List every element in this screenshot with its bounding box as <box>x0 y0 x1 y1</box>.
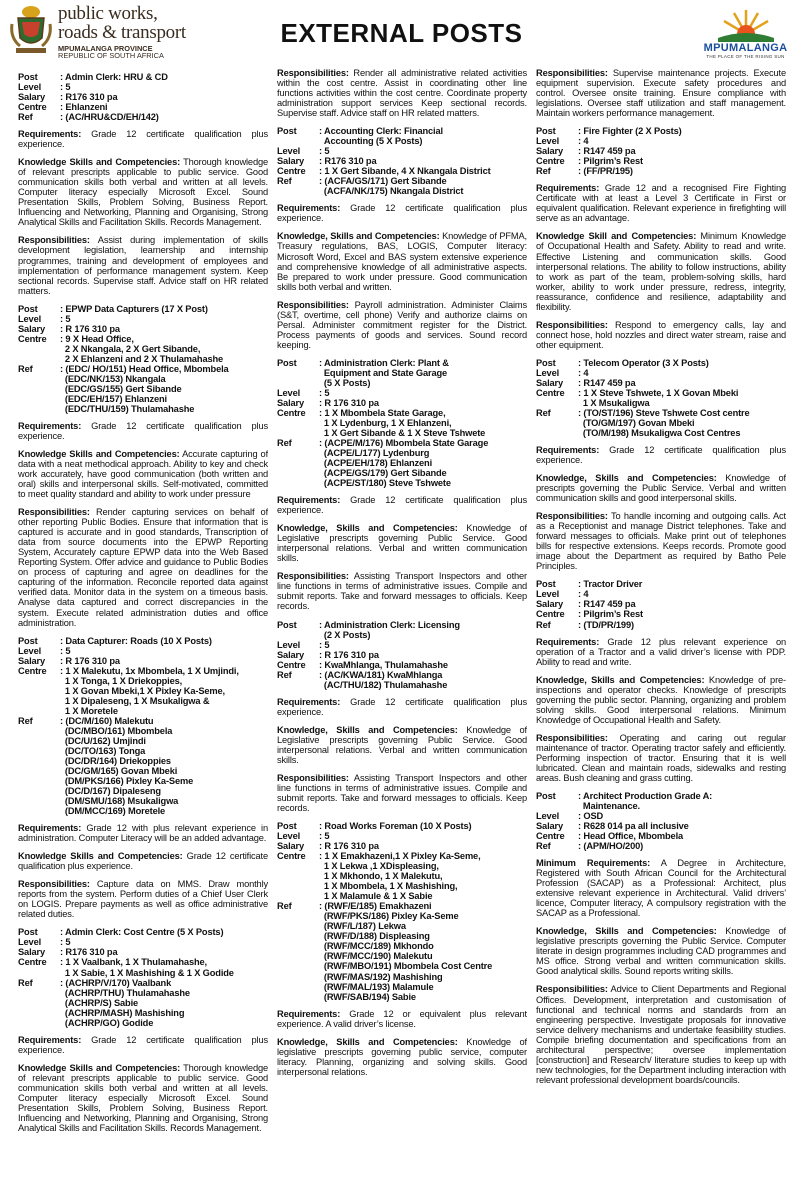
post-field-label: Post <box>18 927 38 938</box>
post-field-value: : Head Office, Mbombela <box>578 831 684 842</box>
column-2 <box>277 68 527 1196</box>
logo-line-4: REPUBLIC OF SOUTH AFRICA <box>58 51 164 61</box>
description-paragraph <box>18 507 268 627</box>
section-label: Requirements: <box>277 495 341 506</box>
post-field-label: Centre <box>536 156 565 167</box>
post-field-value: : R 176 310 pa <box>319 841 379 852</box>
section-label: Knowledge, Skills and Competencies: <box>277 1036 458 1047</box>
post-field-label: Ref <box>18 977 33 988</box>
post-field-label: Level <box>18 313 42 324</box>
post-field-label: Level <box>277 831 301 842</box>
post-field-label: Post <box>536 357 556 368</box>
post-field-label: Centre <box>277 659 306 670</box>
post-field-value: : Telecom Operator (3 X Posts) <box>578 357 709 368</box>
description-paragraph <box>18 851 268 871</box>
section-label: Requirements: <box>18 1034 82 1045</box>
post-field-label: Level <box>536 136 560 147</box>
post-field-label: Post <box>277 821 297 832</box>
post-details <box>536 126 786 176</box>
post-field-label: Salary <box>18 947 46 958</box>
post-field-label: Post <box>18 303 38 314</box>
section-label: Responsibilities: <box>536 319 608 330</box>
section-label: Knowledge Skills and Competencies: <box>18 157 181 168</box>
post-field-value: : R147 459 pa <box>578 377 636 388</box>
description-paragraph <box>18 879 268 919</box>
description-paragraph <box>536 231 786 311</box>
description-paragraph <box>277 203 527 223</box>
post-details <box>536 791 786 851</box>
description-paragraph <box>536 511 786 571</box>
post-field-label: Ref <box>277 901 292 912</box>
section-text: Grade 12 with plus relevant experience in administration. Computer Literacy will be an added advantage. <box>18 823 268 844</box>
post-details <box>18 304 268 414</box>
post-field-value: : 1 X Emakhazeni,1 X Pixley Ka-Seme, 1 X Lekwa ,1 XDispleasing, 1 X Mkhondo, 1 X Malekutu, 1 X Mbombela, 1 X Mashishing, 1 X Malamule & 1 X Sabie <box>319 851 481 902</box>
post-field-label: Post <box>277 619 297 630</box>
post-field-label: Centre <box>18 665 47 676</box>
post-field-label: Post <box>536 579 556 590</box>
post-field-label: Centre <box>536 609 565 620</box>
column-1 <box>18 68 268 1196</box>
post-field-value: : Ehlanzeni <box>60 102 108 113</box>
post-field-value: : (EDC/ HO/151) Head Office, Mbombela (EDC/NK/153) Nkangala (EDC/GS/155) Gert Sibande (EDC/EH/157) Ehlanzeni (EDC/THU/159) Thulamahashe <box>60 363 229 414</box>
post-field-value: : (APM/HO/200) <box>578 841 644 852</box>
section-label: Responsibilities: <box>18 507 90 518</box>
section-label: Minimum Requirements: <box>536 858 651 869</box>
post-field-value: : 4 <box>578 136 589 147</box>
post-field-value: : 5 <box>319 639 330 650</box>
post-field-label: Ref <box>536 166 551 177</box>
section-text: A Degree in Architecture, Registered with South African Council for the Architectural Profession (SACAP) as a Professional: Architect, plus extensive relevant experience in Architectural. Valid drivers’ licence, Computer literacy, A compulsory registration with the SACAP as a Professional. <box>536 858 786 919</box>
post-details <box>18 636 268 817</box>
post-field-value: : R176 310 pa <box>319 156 377 167</box>
post-field-value: : R147 459 pa <box>578 599 636 610</box>
post-field-label: Centre <box>536 387 565 398</box>
post-field-label: Salary <box>536 599 564 610</box>
description-paragraph <box>536 637 786 667</box>
post-field-value: : Pilgrim’s Rest <box>578 609 643 620</box>
section-text: Respond to emergency calls, lay and connect hose, hold nozzles and direct water stream, raise and other equipment. <box>536 319 786 350</box>
post-field-value: : (TD/PR/199) <box>578 619 634 630</box>
post-field-label: Post <box>277 357 297 368</box>
post-field-label: Post <box>277 126 297 137</box>
section-label: Knowledge, Skills and Competencies: <box>536 473 717 484</box>
post-field-label: Ref <box>18 715 33 726</box>
post-field-value: : EPWP Data Capturers (17 X Post) <box>60 303 208 314</box>
post-field-label: Level <box>536 589 560 600</box>
post-details <box>18 72 268 122</box>
description-paragraph <box>277 231 527 291</box>
post-field-value: : (TO/ST/196) Steve Tshwete Cost centre (TO/GM/197) Govan Mbeki (TO/M/198) Msukaligwa Cost Centres <box>578 407 750 438</box>
description-paragraph <box>277 725 527 765</box>
section-text: Grade 12 certificate qualification plus experience. <box>277 696 527 717</box>
post-field-label: Salary <box>18 323 46 334</box>
section-text: Minimum Knowledge of Occupational Health and Safety. Ability to read and write. Effective Listening and communication skills. Good interpersonal relations. The ability to follow instructions, ability to work as part of the team, problem-solving skills, hard worker, ability to work under pressure, redress, integrity, reassurance, confidence and resilience, adaptability and flexibility. <box>536 231 786 312</box>
post-field-value: : Road Works Foreman (10 X Posts) <box>319 821 472 832</box>
description-paragraph <box>536 733 786 783</box>
section-text: Knowledge of legislative prescripts governing public service, computer literacy. Planning, organizing and solving skills. Good interpersonal relations. <box>277 1036 527 1077</box>
logo-line-1: public works, <box>58 3 158 24</box>
post-field-value: : OSD <box>578 811 604 821</box>
post-field-label: Salary <box>536 377 564 388</box>
section-label: Knowledge Skills and Competencies: <box>18 449 180 460</box>
section-text: Grade 12 certificate qualification plus experience. <box>277 495 527 516</box>
posts-columns <box>18 68 788 1196</box>
section-label: Responsibilities: <box>536 732 608 743</box>
section-label: Responsibilities: <box>18 879 90 890</box>
post-field-label: Post <box>536 126 556 137</box>
section-text: Knowledge of prescripts governing the Public Service. Verbal and written communication skills and good interpersonal skills. <box>536 473 786 504</box>
description-paragraph <box>536 445 786 465</box>
section-text: Supervise maintenance projects. Execute equipment supervision. Execute safety procedures and control. Oversee onsite training. Ensure compliance with legislations. Oversee staff utilization and staff management. Maintain workers performance management. <box>536 68 786 119</box>
description-paragraph <box>277 697 527 717</box>
post-field-label: Centre <box>18 102 47 113</box>
description-paragraph <box>536 926 786 976</box>
post-details <box>277 821 527 1002</box>
rising-sun-icon <box>716 8 776 42</box>
post-field-value: : 5 <box>319 387 330 398</box>
post-field-value: : R147 459 pa <box>578 146 636 157</box>
post-field-value: : 5 <box>319 831 330 842</box>
page-title: EXTERNAL POSTS <box>280 18 523 48</box>
post-field-value: : 5 <box>60 313 71 324</box>
description-paragraph <box>277 495 527 515</box>
post-field-value: : Administration Clerk: Licensing (2 X Posts) <box>319 619 460 640</box>
post-field-label: Level <box>18 645 42 656</box>
post-field-value: : (ACFA/GS/171) Gert Sibande (ACFA/NK/175) Nkangala District <box>319 176 464 197</box>
page-header <box>0 0 803 68</box>
province-logo <box>698 8 793 64</box>
post-field-label: Salary <box>536 821 564 832</box>
post-field-label: Salary <box>277 649 305 660</box>
post-field-value: : R176 310 pa <box>60 947 118 958</box>
section-label: Knowledge, Skills and Competencies: <box>536 674 705 685</box>
post-field-value: : 5 <box>60 645 71 656</box>
description-paragraph <box>277 523 527 563</box>
post-field-value: : Architect Production Grade A: Maintenance. <box>578 790 713 811</box>
post-field-label: Ref <box>277 669 292 680</box>
post-field-label: Ref <box>536 841 551 852</box>
post-field-label: Ref <box>536 619 551 630</box>
description-paragraph <box>18 823 268 843</box>
post-field-label: Ref <box>536 407 551 418</box>
description-paragraph <box>18 157 268 227</box>
post-field-value: : Administration Clerk: Plant & Equipment and State Garage (5 X Posts) <box>319 357 449 388</box>
post-field-value: : 9 X Head Office, 2 X Nkangala, 2 X Gert Sibande, 2 X Ehlanzeni and 2 X Thulamahashe <box>60 333 224 364</box>
description-paragraph <box>536 183 786 223</box>
description-paragraph <box>277 571 527 611</box>
section-text: Grade 12 certificate qualification plus experience. <box>536 445 786 466</box>
description-paragraph <box>18 1063 268 1133</box>
post-field-label: Post <box>18 72 38 82</box>
post-field-label: Level <box>536 811 560 821</box>
section-label: Responsibilities: <box>277 772 349 783</box>
post-field-label: Centre <box>277 407 306 418</box>
section-label: Knowledge Skills and Competencies: <box>18 1062 181 1073</box>
post-field-label: Salary <box>536 146 564 157</box>
section-label: Requirements: <box>536 445 600 456</box>
section-label: Knowledge, Skills and Competencies: <box>536 926 717 937</box>
post-field-value: : Admin Clerk: HRU & CD <box>60 72 168 82</box>
post-field-value: : (AC/KWA/181) KwaMhlanga (AC/THU/182) Thulamahashe <box>319 669 448 690</box>
description-paragraph <box>536 858 786 918</box>
section-text: Payroll administration. Administer Claims (S&T, overtime, cell phone) Verify and authorize claims on Persal. Administer commitment register for the District. Process payments of goods and services. Sound record keeping. <box>277 299 527 350</box>
post-details <box>536 579 786 629</box>
post-field-value: : 1 X Vaalbank, 1 X Thulamahashe, 1 X Sabie, 1 X Mashishing & 1 X Godide <box>60 957 234 978</box>
section-label: Responsibilities: <box>277 571 349 582</box>
section-label: Requirements: <box>18 129 82 140</box>
section-label: Responsibilities: <box>277 299 349 310</box>
post-field-value: : Tractor Driver <box>578 579 643 590</box>
section-text: Knowledge of pre-inspections and operator checks. Knowledge of prescripts governing the public sector. Planning, organizing and problem solving skills. Good interpersonal relations. Minimum Knowledge of Occupational Health and Safety. <box>536 674 786 725</box>
description-paragraph <box>18 449 268 499</box>
post-field-value: : 4 <box>578 589 589 600</box>
post-details <box>277 358 527 488</box>
description-paragraph <box>277 300 527 350</box>
description-paragraph <box>18 1035 268 1055</box>
section-text: Knowledge of Legislative prescripts governing Public Service. Good interpersonal relations. Verbal and written communication skills. <box>277 523 527 564</box>
province-tagline: THE PLACE OF THE RISING SUN <box>706 54 785 59</box>
description-paragraph <box>18 129 268 149</box>
post-field-label: Ref <box>18 363 33 374</box>
section-text: Knowledge of Legislative prescripts governing Public Service. Good interpersonal relations. Verbal and written communication skills. <box>277 724 527 765</box>
post-field-value: : (ACHRP/V/170) Vaalbank (ACHRP/THU) Thulamahashe (ACHRP/S) Sabie (ACHRP/MASH) Mashishing (ACHRP/GO) Godide <box>60 977 190 1028</box>
post-field-value: : Pilgrim’s Rest <box>578 156 643 167</box>
section-text: Assisting Transport Inspectors and other line functions in terms of administrative issues. Compile and submit reports. Take and forward messages to officials. Keep records. <box>277 571 527 612</box>
description-paragraph <box>277 1037 527 1077</box>
post-field-label: Level <box>536 367 560 378</box>
section-label: Responsibilities: <box>18 235 90 246</box>
post-details <box>277 620 527 690</box>
section-text: Knowledge of PFMA, Treasury regulations, BAS, LOGIS, Computer literacy: Microsoft Word, Excel and BAS system extensive experience and comprehensive knowledge of all administrative aspects. Be prepared to work under pressure. Good communication skills both verbal and written. <box>277 231 527 292</box>
description-paragraph <box>536 320 786 350</box>
post-field-label: Centre <box>536 831 565 842</box>
post-field-value: : 1 X Mbombela State Garage, 1 X Lydenburg, 1 X Ehlanzeni, 1 X Gert Sibande & 1 X Steve Tshwete <box>319 407 486 438</box>
post-field-label: Level <box>277 387 301 398</box>
section-label: Requirements: <box>536 183 600 194</box>
section-label: Knowledge, Skills and Competencies: <box>277 231 440 242</box>
post-field-label: Ref <box>277 438 292 449</box>
section-text: Grade 12 and a recognised Fire Fighting Certificate with at least a Level 3 Certificate in First or equivalent qualification. Relevant experience in firefighting will serve as an advantage. <box>536 183 786 224</box>
logo-line-3: MPUMALANGA PROVINCE <box>58 44 153 53</box>
post-field-label: Salary <box>18 92 46 103</box>
section-label: Requirements: <box>277 203 341 214</box>
section-label: Knowledge, Skills and Competencies: <box>277 523 458 534</box>
section-text: Advice to Client Departments and Regional Offices. Development, interpretation and customisation of functional and technical norms and standards from an engineering perspective. Investigate proposals for innovative service delivery mechanisms and undertake feasibility studies. Compile briefing documentation and specifications from an architectural perspective; oversee implementation [construction] and Research/ literature studies to keep up with new technologies, for the Department including interaction with relevant professional development boards/councils. <box>536 984 786 1085</box>
section-text: Knowledge of legislative prescripts governing the Public Service. Computer literate in design programmes including CAD programmes and MS office. Strong verbal and written communication skills. Good analytical skills. Sound reports writing skills. <box>536 926 786 977</box>
post-field-value: : R 176 310 pa <box>319 397 379 408</box>
post-field-label: Level <box>277 639 301 650</box>
section-label: Requirements: <box>277 1008 341 1019</box>
post-field-value: : R 176 310 pa <box>60 655 120 666</box>
section-text: Render capturing services on behalf of other reporting Public Bodies. Ensure that information that is captured is accurate and in good standards, Transcription of data from source documents into the EPWP Reporting System, Accurately capture EPWP data into the Web Based Reporting System. Offer advice and guidance to Public Bodies on process of capturing and agree on deadlines for the capturing of the information. Reconcile reported data against verified data. Monitor data in the system on a timeous basis. Analyse data captured and correct discrepancies in the system. Execute related administration duties and office administration. <box>18 507 268 628</box>
post-field-value: : Data Capturer: Roads (10 X Posts) <box>60 635 212 646</box>
column-3 <box>536 68 786 1196</box>
section-label: Knowledge Skill and Competencies: <box>536 231 697 242</box>
post-field-label: Level <box>277 146 301 157</box>
section-text: To handle incoming and outgoing calls. Act as a Receptionist and manage District telephones. Take and forward messages to officials. Make print out of telephones bills for respective extensions. Keeps records. Promote good image about the Department as required by Batho Pele Principles. <box>536 511 786 572</box>
section-label: Responsibilities: <box>536 68 608 78</box>
post-field-value: : 5 <box>60 937 71 948</box>
post-details <box>277 126 527 196</box>
section-text: Render all administrative related activities within the cost centre. Assist in coordinating other line functions activities within the cost centre. Coordinate property administration support services Keep sectional records. Supervise staff. Advice staff on HR related matters. <box>277 68 527 119</box>
description-paragraph <box>536 473 786 503</box>
section-label: Responsibilities: <box>277 68 349 78</box>
description-paragraph <box>18 421 268 441</box>
section-label: Knowledge Skills and Competencies: <box>18 851 183 862</box>
section-text: Operating and caring out regular maintenance of tractor. Operating tractor safely and efficiently. Performing inspection of tractor. Ensuring that it is well lubricated. Clean and maintain roads, sidewalks and resting areas. Bush cleaning and grass cutting. <box>536 732 786 783</box>
post-field-label: Salary <box>277 397 305 408</box>
post-field-label: Salary <box>277 841 305 852</box>
section-text: Capture data on MMS. Draw monthly reports from the system. Perform duties of a Chief User Clerk on LOGIS. Prepare payments as well as office administrative related duties. <box>18 879 268 920</box>
post-field-value: : 1 X Steve Tshwete, 1 X Govan Mbeki 1 X Msukaligwa <box>578 387 739 408</box>
section-text: Thorough knowledge of relevant prescripts applicable to public service. Good communication skills both verbal and written at all levels. Computer literacy especially Microsoft Excel. Sound Presentation Skills, Problem Solving, Business Report. Influencing and Networking, Planning and Organising, Strong Analytical Skills and Facilitation Skills. Records Management. <box>18 1062 268 1133</box>
section-text: Thorough knowledge of relevant prescripts applicable to public service. Good communication skills both verbal and written at all levels. Computer literacy especially Microsoft Excel. Sound Presentation Skills, Problem Solving, Business Report. Influencing and Networking, Planning and Organising, Strong Analytical Skills and Facilitation Skills. Records Management. <box>18 157 268 228</box>
description-paragraph <box>277 773 527 813</box>
post-field-label: Centre <box>277 851 306 862</box>
post-field-value: : KwaMhlanga, Thulamahashe <box>319 659 448 670</box>
post-field-value: : 4 <box>578 367 589 378</box>
post-field-label: Ref <box>277 176 292 187</box>
section-label: Requirements: <box>277 696 341 707</box>
description-paragraph <box>18 235 268 295</box>
description-paragraph <box>536 68 786 118</box>
post-field-label: Post <box>18 635 38 646</box>
post-field-value: : Fire Fighter (2 X Posts) <box>578 126 682 137</box>
post-field-value: : Admin Clerk: Cost Centre (5 X Posts) <box>60 927 224 938</box>
post-field-label: Post <box>536 790 556 801</box>
section-label: Requirements: <box>18 420 82 431</box>
post-details <box>18 927 268 1027</box>
description-paragraph <box>277 1009 527 1029</box>
section-text: Accurate capturing of data with a neat methodical approach. Ability to key and check work accurately, have good communication (both written and oral) skills and interpersonal skills. Self-motivated, committed to meet quality standard and ability to work under pressure <box>18 449 268 500</box>
post-field-value: : (AC/HRU&CD/EH/142) <box>60 112 159 123</box>
section-text: Grade 12 certificate qualification plus experience. <box>18 420 268 441</box>
post-field-value: : Accounting Clerk: Financial Accounting (5 X Posts) <box>319 126 443 147</box>
post-field-value: : (ACPE/M/176) Mbombela State Garage (ACPE/L/177) Lydenburg (ACPE/EH/178) Ehlanzeni (ACPE/GS/179) Gert Sibande (ACPE/ST/180) Steve Tshwete <box>319 438 489 489</box>
section-text: Grade 12 certificate qualification plus experience. <box>18 129 268 150</box>
post-field-value: : R176 310 pa <box>60 92 118 103</box>
section-text: Grade 12 plus relevant experience on operation of a Tractor and a valid driver’s license with PDP. Ability to read and write. <box>536 636 786 667</box>
section-text: Grade 12 certificate qualification plus experience. <box>18 1034 268 1055</box>
post-field-value: : R628 014 pa all inclusive <box>578 821 689 832</box>
post-field-value: : (RWF/E/185) Emakhazeni (RWF/PKS/186) Pixley Ka-Seme (RWF/L/187) Lekwa (RWF/D/188) Displeasing (RWF/MCC/189) Mkhondo (RWF/MCC/190) Malekutu (RWF/MBO/191) Mbombela Cost Centre (RWF/MAS/192) Mashishing (RWF/MAL/193) Malamule (RWF/SAB/194) Sabie <box>319 901 493 1002</box>
post-field-label: Salary <box>18 655 46 666</box>
post-field-label: Centre <box>18 333 47 344</box>
post-field-value: : 5 <box>319 146 330 157</box>
section-label: Knowledge, Skills and Competencies: <box>277 724 458 735</box>
post-field-label: Ref <box>18 112 33 123</box>
post-field-label: Centre <box>18 957 47 968</box>
post-field-value: : (DC/M/160) Malekutu (DC/MBO/161) Mbombela (DC/U/162) Umjindi (DC/TO/163) Tonga (DC/DR/164) Driekoppies (DC/GM/165) Govan Mbeki (DM/PKS/166) Pixley Ka-Seme (DC/D/167) Dipaleseng (DM/SMU/168) Msukaligwa (DM/MCC/169) Moretele <box>60 715 194 817</box>
section-label: Requirements: <box>536 636 600 647</box>
post-field-value: : R 176 310 pa <box>319 649 379 660</box>
post-field-value: : (FF/PR/195) <box>578 166 633 177</box>
description-paragraph <box>536 984 786 1084</box>
post-field-value: : 1 X Gert Sibande, 4 X Nkangala District <box>319 166 491 177</box>
post-field-value: : R 176 310 pa <box>60 323 120 334</box>
section-text: Grade 12 certificate qualification plus experience. <box>277 203 527 224</box>
post-field-label: Level <box>18 937 42 948</box>
description-paragraph <box>277 68 527 118</box>
province-name: MPUMALANGA <box>703 42 788 54</box>
section-label: Requirements: <box>18 823 82 834</box>
section-text: Grade 12 certificate qualification plus experience. <box>18 851 268 872</box>
post-field-label: Level <box>18 82 42 93</box>
post-field-value: : 5 <box>60 82 71 93</box>
post-field-label: Centre <box>277 166 306 177</box>
post-field-value: : 1 X Malekutu, 1x Mbombela, 1 X Umjindi, 1 X Tonga, 1 X Driekoppies, 1 X Govan Mbeki,1 X Pixley Ka-Seme, 1 X Dipaleseng, 1 X Msukaligwa & 1 X Moretele <box>60 665 239 716</box>
description-paragraph <box>536 675 786 725</box>
section-text: Grade 12 or equivalent plus relevant experience. A valid driver’s license. <box>277 1008 527 1029</box>
section-label: Responsibilities: <box>536 511 608 522</box>
section-text: Assisting Transport Inspectors and other line functions in terms of administrative issues. Compile and submit reports. Take and forward messages to officials. Keep records. <box>277 772 527 813</box>
post-field-label: Salary <box>277 156 305 167</box>
logo-line-2: roads & transport <box>58 22 186 43</box>
section-text: Assist during implementation of skills development legislation, learnership and internship programmes, training and development of employees and implementation of performance management system. Keep sectional records. Supervise staff. Advice staff on HR related matters. <box>18 235 268 296</box>
post-details <box>536 358 786 438</box>
section-label: Responsibilities: <box>536 984 608 995</box>
